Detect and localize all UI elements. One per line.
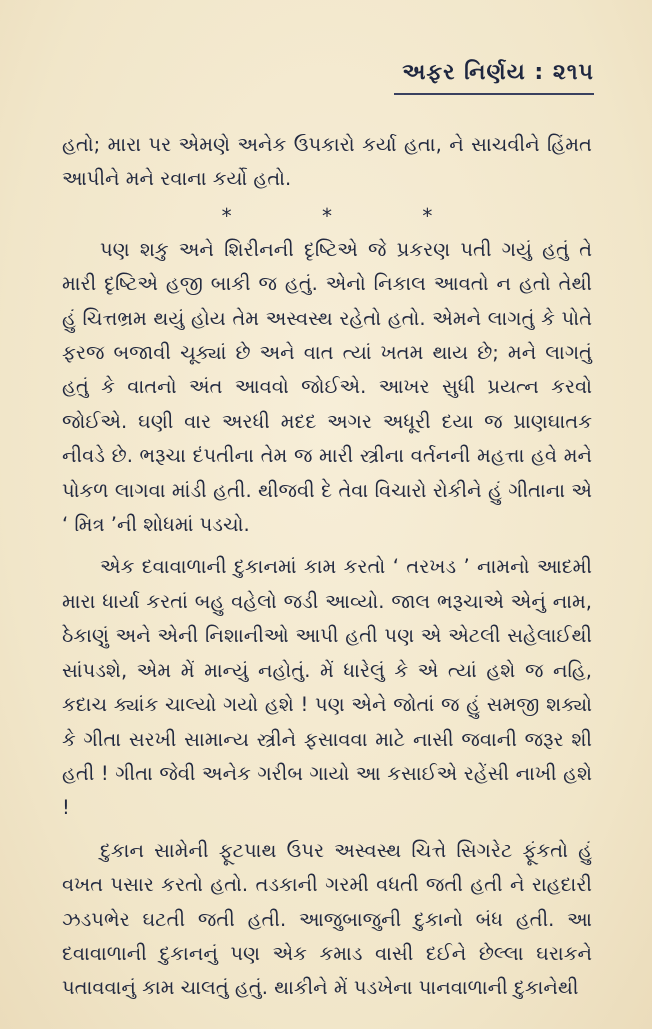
paragraph-3: એક દવાવાળાની દુકાનમાં કામ કરતો ‘ તરખડ ’ નામનો આદમી મારા ધાર્યા કરતાં બહુ વહેલો જડી આવ્યો. જાલ ભરૂચાએ એનું નામ, ઠેકાણું અને એની નિશાનીઓ આપી હતી પણ એ એટલી સહેલાઈથી સાંપડશે, એમ મેં માન્યું નહોતું. મેં ધારેલું કે એ ત્યાં હશે જ નહિ, કદાચ ક્યાંક ચાલ્યો ગયો હશે ! પણ એને જોતાં જ હું સમજી શક્યો કે ગીતા સરખી સામાન્ય સ્ત્રીને ફસાવવા માટે નાસી જવાની જરૂર શી હતી ! ગીતા જેવી અનેક ગરીબ ગાયો આ કસાઈએ રહેંસી નાખી હશે !	[62, 555, 592, 820]
paragraph-1: હતો; મારા પર એમણે અનેક ઉપકારો કર્યા હતા, ને સાચવીને હિંમત આપીને મને રવાના કર્યો હતો.	[62, 133, 592, 191]
paragraph-4: દુકાન સામેની ફૂટપાથ ઉપર અસ્વસ્થ ચિત્તે સિગરેટ ફૂંકતો હું વખત પસાર કરતો હતો. તડકાની ગરમી વધતી જતી હતી ને રાહદારી ઝડપભેર ઘટતી જતી હતી. આજુબાજુની દુકાનો બંધ હતી. આ દવાવાળાની દુકાનનું પણ એક કમાડ વાસી દઈને છેલ્લા ઘરાકને પતાવવાનું કામ ચાલતું હતું. થાકીને મેં પડખેના પાનવાળાની દુકાનેથી	[62, 838, 592, 1000]
section-break-stars: * * *	[221, 203, 433, 228]
paragraph-2: પણ શકુ અને શિરીનની દૃષ્ટિએ જે પ્રકરણ પતી ગયું હતું તે મારી દૃષ્ટિએ હજી બાકી જ હતું. એનો નિકાલ આવતો ન હતો તેથી હું ચિત્તભ્રમ થયું હોય તેમ અસ્વસ્થ રહેતો હતો. એમને લાગતું કે પોતે ફરજ બજાવી ચૂક્યાં છે અને વાત ત્યાં ખતમ થાય છે; મને લાગતું હતું કે વાતનો અંત આવવો જોઈએ. આખર સુધી પ્રયત્ન કરવો જોઈએ. ઘણી વાર અરધી મદદ અગર અધૂરી દયા જ પ્રાણઘાતક નીવડે છે. ભરૂચા દંપતીના તેમ જ મારી સ્ત્રીના વર્તનની મહત્તા હવે મને પોકળ લાગવા માંડી હતી. થીજવી દે તેવા વિચારો રોકીને હું ગીતાના એ ‘ મિત્ર ’ની શોધમાં પડચો.	[62, 237, 592, 537]
header-underline	[394, 93, 594, 98]
page-body	[62, 128, 592, 1006]
running-header: અફર નિર્ણય : ૨૧૫	[402, 60, 594, 85]
